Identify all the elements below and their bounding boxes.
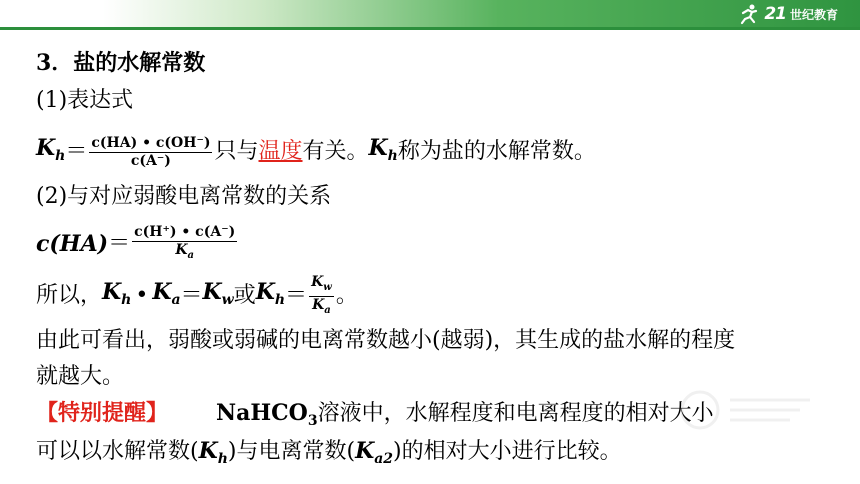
eq3-kw-k: K xyxy=(202,279,222,305)
kh-fraction-numerator: c(HA) • c(OH⁻) xyxy=(91,134,211,151)
paragraph-line-1-text: 由此可看出，弱酸或弱碱的电离常数越小(越弱)，其生成的盐水解的程度 xyxy=(36,328,736,353)
kw-ka-fraction xyxy=(309,274,334,319)
eq3-ka-k: K xyxy=(152,279,172,305)
equation-relationship xyxy=(36,272,358,320)
eq3-kh2-k: K xyxy=(255,279,275,305)
kw-sub: w xyxy=(323,281,332,293)
eq3-equals-2: ＝ xyxy=(285,283,308,308)
eq3-dot: • xyxy=(135,283,149,308)
subsection-2-text: (2)与对应弱酸电离常数的关系 xyxy=(36,184,332,209)
ka2-k: K xyxy=(312,296,325,313)
note-kh-sub: h xyxy=(217,451,228,467)
subsection-1-text: (1)表达式 xyxy=(36,88,134,113)
temperature-highlight: 温度 xyxy=(258,139,303,164)
paragraph-line-2 xyxy=(36,362,124,392)
note-line-2-c: )的相对大小进行比较。 xyxy=(393,439,622,464)
note-kh xyxy=(198,438,228,467)
kh-symbol-2 xyxy=(369,133,398,171)
eq3-kh-2 xyxy=(256,277,285,315)
kh-sub: h xyxy=(55,148,66,164)
equation-hydrolysis-constant xyxy=(36,128,596,176)
kh-fraction-denominator: c(A⁻) xyxy=(130,152,171,169)
eq3-kh-k: K xyxy=(102,279,122,305)
section-title-text: 3．盐的水解常数 xyxy=(36,50,206,76)
note-line-2 xyxy=(36,436,622,474)
paragraph-line-2-text: 就越大。 xyxy=(36,364,125,389)
eq1-text-b: 有关。 xyxy=(302,139,369,164)
kh-k: K xyxy=(36,135,56,161)
kw-k: K xyxy=(311,273,324,290)
kh2-sub: h xyxy=(387,148,398,164)
kw-ka-denominator xyxy=(309,297,334,319)
note-line-2-a: 可以以水解常数( xyxy=(36,439,199,464)
kw-ka-numerator xyxy=(309,274,334,297)
note-formula: NaHCO xyxy=(216,400,308,426)
eq3-ka xyxy=(152,277,180,315)
eq3-end: 。 xyxy=(335,283,358,308)
equals-sign: ＝ xyxy=(65,139,88,164)
equation-ha-concentration xyxy=(36,220,239,268)
ka-sub: a xyxy=(187,249,194,261)
note-ka2-k: K xyxy=(355,438,375,464)
paragraph-line-1 xyxy=(36,326,735,356)
eq3-kw-sub: w xyxy=(221,292,234,308)
ka2-sub: a xyxy=(324,304,331,316)
section-title xyxy=(36,48,205,78)
eq1-text-d: 称为盐的水解常数。 xyxy=(397,139,596,164)
eq3-ka-sub: a xyxy=(171,292,181,308)
c-ha-symbol: c(HA) xyxy=(36,231,109,257)
watermark-icon xyxy=(660,380,820,440)
kh-fraction xyxy=(89,135,212,170)
kh-symbol xyxy=(36,133,65,171)
cha-fraction-denominator xyxy=(132,242,237,264)
note-line-1-rest: 溶液中，水解程度和电离程度的相对大小 xyxy=(317,401,714,426)
note-line-2-b: )与电离常数( xyxy=(227,439,356,464)
header-bar xyxy=(0,0,860,30)
cha-fraction-numerator: c(H⁺) • c(A⁻) xyxy=(134,224,236,241)
runner-icon xyxy=(738,3,760,25)
kh2-k: K xyxy=(368,135,388,161)
eq1-text-a: 只与 xyxy=(214,139,259,164)
header-stripe xyxy=(0,27,860,30)
note-kh-k: K xyxy=(198,438,218,464)
eq3-kw xyxy=(203,277,234,315)
eq3-prefix: 所以， xyxy=(36,283,103,308)
site-logo xyxy=(738,2,838,26)
equals-sign-2: ＝ xyxy=(108,231,131,256)
note-formula-sub: 3 xyxy=(307,413,318,429)
eq3-kh2-sub: h xyxy=(274,292,286,308)
subsection-1-title xyxy=(36,86,133,116)
eq3-kh-sub: h xyxy=(121,292,132,308)
subsection-2-title xyxy=(36,182,331,212)
cha-fraction xyxy=(132,224,237,264)
ka-k: K xyxy=(175,242,188,259)
eq3-kh xyxy=(102,277,131,315)
note-ka2 xyxy=(355,438,394,467)
logo-number: 21 xyxy=(764,4,786,24)
note-label: 【特别提醒】 xyxy=(36,400,169,426)
eq3-equals: ＝ xyxy=(180,283,203,308)
eq3-or: 或 xyxy=(233,283,256,308)
note-ka2-sub: a2 xyxy=(374,451,394,467)
note-line-1 xyxy=(36,398,714,436)
logo-text: 世纪教育 xyxy=(789,7,838,22)
